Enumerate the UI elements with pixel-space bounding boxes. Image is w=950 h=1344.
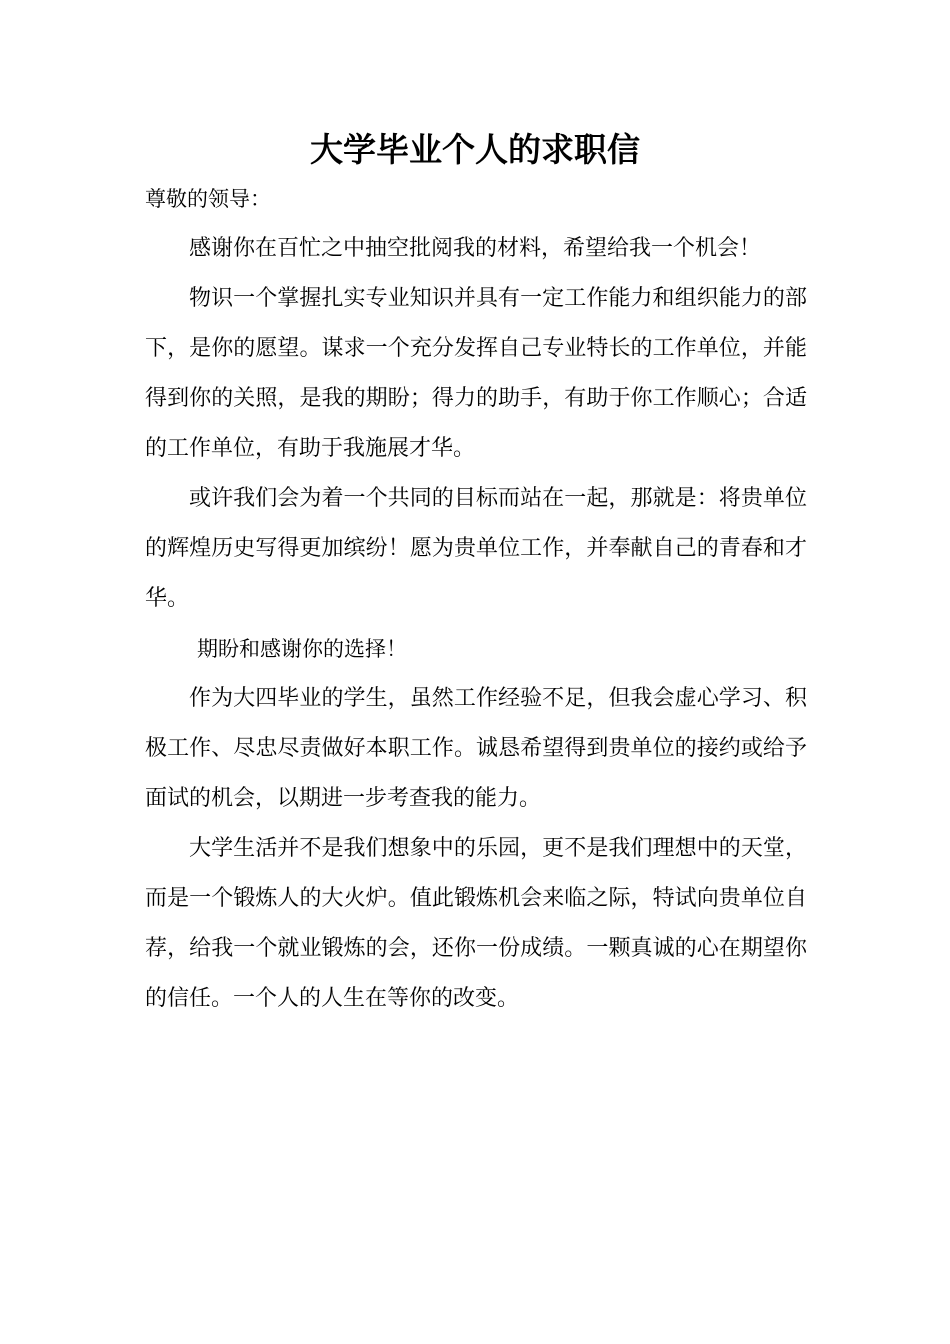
letter-body xyxy=(145,174,807,1024)
paragraph-common-goal: 或许我们会为着一个共同的目标而站在一起，那就是：将贵单位的辉煌历史写得更加缤纷！愿为贵单位工作，并奉献自己的青春和才华。 xyxy=(145,486,807,611)
paragraph-thanks: 感谢你在百忙之中抽空批阅我的材料，希望给我一个机会！ xyxy=(189,236,762,261)
paragraph-aspiration: 物识一个掌握扎实专业知识并具有一定工作能力和组织能力的部下，是你的愿望。谋求一个充分发挥自己专业特长的工作单位，并能得到你的关照，是我的期盼；得力的助手，有助于你工作顺心；合适的工作单位，有助于我施展才华。 xyxy=(145,286,807,461)
paragraph-commitment: 作为大四毕业的学生，虽然工作经验不足，但我会虚心学习、积极工作、尽忠尽责做好本职工作。诚恳希望得到贵单位的接约或给予面试的机会，以期进一步考查我的能力。 xyxy=(145,686,807,811)
salutation: 尊敬的领导： xyxy=(145,187,271,211)
document-title: 大学毕业个人的求职信 xyxy=(310,130,640,169)
paragraph-self-recommendation: 大学生活并不是我们想象中的乐园，更不是我们理想中的天堂，而是一个锻炼人的大火炉。值此锻炼机会来临之际，特试向贵单位自荐，给我一个就业锻炼的会，还你一份成绩。一颗真诚的心在期望你的信任。一个人的人生在等你的改变。 xyxy=(145,836,807,1011)
paragraph-expectation: 期盼和感谢你的选择！ xyxy=(197,637,407,661)
